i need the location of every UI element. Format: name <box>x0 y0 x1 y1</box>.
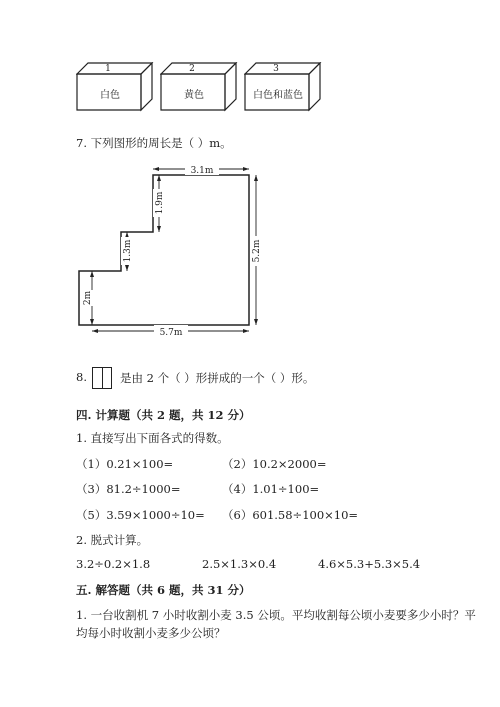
dim-label-right: 5.2m <box>252 239 262 263</box>
cuboid-2-number: 2 <box>189 64 195 74</box>
two-squares-rectangle <box>92 367 112 389</box>
calc-item-4: （4）1.01÷100= <box>222 482 320 496</box>
dim-label-left: 2m <box>83 290 93 306</box>
cuboid-1-number: 1 <box>105 64 111 74</box>
calc-item-3: （3）81.2÷1000= <box>76 482 181 496</box>
section-5-question-1-line-2: 均每小时收割小麦多少公顷？ <box>76 626 226 640</box>
calc-item-2: （2）10.2×2000= <box>222 457 327 471</box>
question-8-text: 是由 2 个（ ）形拼成的一个（ ）形。 <box>120 371 315 385</box>
calc-item-5: （5）3.59×1000÷10= <box>76 508 205 522</box>
arrow-icon <box>243 167 249 171</box>
expression-1: 3.2÷0.2×1.8 <box>76 557 151 571</box>
cuboid-2-label: 黄色 <box>184 90 204 101</box>
arrow-icon <box>254 319 258 325</box>
cuboid-row <box>76 62 406 112</box>
section-5-title: 五. 解答题（共 6 题，共 31 分） <box>76 583 251 597</box>
question-7-text: 7. 下列图形的周长是（ ）m。 <box>76 136 232 150</box>
dim-label-step-high: 1.9m <box>155 191 165 215</box>
expression-2: 2.5×1.3×0.4 <box>202 557 277 571</box>
question-8-number: 8. <box>76 370 87 384</box>
staircase-figure <box>68 160 278 342</box>
section-4-question-2: 2. 脱式计算。 <box>76 533 149 547</box>
section-5-question-1-line-1: 1. 一台收割机 7 小时收割小麦 3.5 公顷。平均收割每公顷小麦要多少小时？平 <box>76 608 476 622</box>
dim-label-top: 3.1m <box>190 166 214 176</box>
cuboid-1-label: 白色 <box>100 90 120 101</box>
dim-label-bottom: 5.7m <box>159 328 183 338</box>
rectangle-divider <box>102 368 103 388</box>
arrow-icon <box>90 319 94 325</box>
cuboid-3 <box>244 62 322 112</box>
arrow-icon <box>92 329 98 333</box>
arrow-icon <box>125 265 129 271</box>
section-4-question-1: 1. 直接写出下面各式的得数。 <box>76 431 229 445</box>
expression-3: 4.6×5.3+5.3×5.4 <box>318 557 421 571</box>
arrow-icon <box>157 226 161 232</box>
arrow-icon <box>153 167 159 171</box>
section-4-title: 四. 计算题（共 2 题，共 12 分） <box>76 408 251 422</box>
arrow-icon <box>90 271 94 277</box>
cuboid-1 <box>76 62 154 112</box>
arrow-icon <box>254 175 258 181</box>
cuboid-3-label: 白色和蓝色 <box>253 90 303 101</box>
cuboid-2 <box>160 62 238 112</box>
calc-item-6: （6）601.58÷100×10= <box>222 508 359 522</box>
arrow-icon <box>243 329 249 333</box>
arrow-icon <box>157 175 161 181</box>
calc-item-1: （1）0.21×100= <box>76 457 174 471</box>
cuboid-3-number: 3 <box>273 64 279 74</box>
dim-label-step-low: 1.3m <box>123 239 133 263</box>
